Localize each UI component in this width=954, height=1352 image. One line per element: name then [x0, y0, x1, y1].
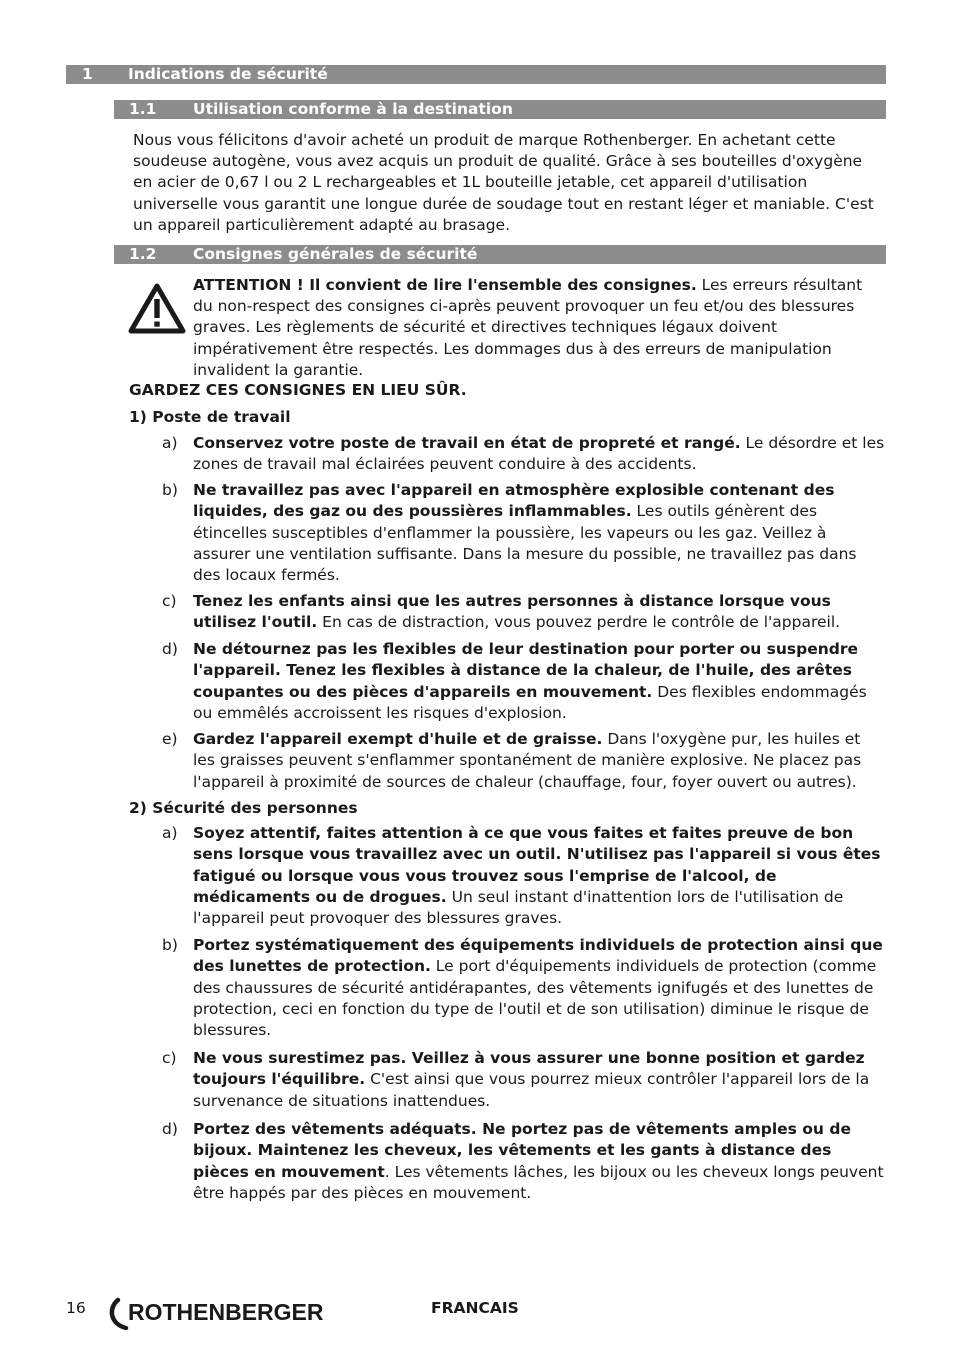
section-1-header [66, 65, 886, 84]
page-number: 16 [66, 1299, 86, 1317]
section-title: Indications de sécurité [128, 65, 328, 83]
brand-name: ROTHENBERGER [128, 1299, 324, 1325]
section-number: 1.1 [129, 100, 157, 118]
language-label: FRANCAIS [431, 1299, 519, 1317]
item-text: Dans l'oxygène pur, les huiles et les graisses peuvent s'enflammer spontanément de manière explosive. Ne placez pas l'appareil à proximité de sources de chaleur (chauffage, four, foyer ouvert ou autres). [193, 730, 862, 791]
item-bold: Portez des vêtements adéquats. Ne portez pas de vêtements amples ou de bijoux. Maintenez les cheveux, les vêtements et les gants à distance des pièces en mouvement [193, 1120, 851, 1181]
item-bold: Soyez attentif, faites attention à ce que vous faites et faites preuve de bon sens lorsque vous travaillez avec un outil. N'utilisez pas l'appareil si vous êtes fatigué ou lorsque vous vous trouvez sous l'emprise de l'alcool, de médicaments ou de drogues. [193, 824, 881, 906]
warning-paragraph [193, 275, 885, 381]
item-text: Les outils génèrent des étincelles susceptibles d'enflammer la poussière, les vapeurs ou les gaz. Veillez à assurer une ventilation suffisante. Dans la mesure du possible, ne travaillez pas dans des locaux fermés. [193, 502, 857, 585]
list-item [162, 729, 886, 793]
item-letter: a) [162, 434, 178, 452]
workplace-heading: 1) Poste de travail [129, 408, 291, 426]
item-text: Un seul instant d'inattention lors de l'utilisation de l'appareil peut provoquer des blessures graves. [193, 887, 844, 928]
item-letter: b) [162, 936, 178, 954]
item-bold: Conservez votre poste de travail en état de propreté et rangé. [193, 434, 741, 452]
item-text: C'est ainsi que vous pourrez mieux contrôler l'appareil lors de la survenance de situations inattendues. [193, 1070, 870, 1110]
rothenberger-logo [106, 1294, 346, 1332]
list-item [162, 480, 886, 586]
warning-text: Les erreurs résultant du non-respect des consignes ci-après peuvent provoquer un feu et/ou des blessures graves. Les règlements de sécurité et directives techniques légaux doivent impérativement être respectés. Les dommages dus à des erreurs de manipulation invalident la garantie. [193, 276, 863, 379]
section-title: Consignes générales de sécurité [193, 245, 478, 263]
item-bold: Ne détournez pas les flexibles de leur destination pour porter ou suspendre l'appareil. Tenez les flexibles à distance de la chaleur, de l'huile, des arêtes coupantes ou des pièces d'appareils en mouvement. [193, 640, 859, 701]
item-bold: Tenez les enfants ainsi que les autres personnes à distance lorsque vous utilisez l'outil. [193, 592, 831, 632]
warning-triangle-icon [128, 282, 186, 334]
item-text: Des flexibles endommagés ou emmêlés accroissent les risques d'explosion. [193, 682, 867, 722]
section-title: Utilisation conforme à la destination [193, 100, 513, 118]
list-item [162, 935, 886, 1041]
item-letter: b) [162, 481, 178, 499]
item-text: Le désordre et les zones de travail mal éclairées peuvent conduire à des accidents. [193, 434, 885, 474]
list-item [162, 1048, 886, 1112]
item-letter: c) [162, 592, 177, 610]
item-text: . Les vêtements lâches, les bijoux ou les cheveux longs peuvent être happés par des pièces en mouvement. [193, 1162, 884, 1202]
item-letter: d) [162, 1120, 178, 1138]
list-item [162, 433, 886, 476]
item-letter: a) [162, 824, 178, 842]
list-item [162, 823, 886, 929]
item-bold: Ne vous surestimez pas. Veillez à vous assurer une bonne position et gardez toujours l'équilibre. [193, 1049, 865, 1089]
section-1-1-header [114, 100, 886, 119]
item-bold: Portez systématiquement des équipements individuels de protection ainsi que des lunettes de protection. [193, 936, 883, 976]
item-letter: c) [162, 1049, 177, 1067]
warning-bold: ATTENTION ! Il convient de lire l'ensemble des consignes. [193, 276, 697, 294]
list-item [162, 639, 886, 724]
section-1-2-header [114, 245, 886, 264]
section-number: 1.2 [129, 245, 157, 263]
section-number: 1 [82, 65, 93, 83]
item-bold: Gardez l'appareil exempt d'huile et de graisse. [193, 730, 603, 748]
list-item [162, 591, 886, 634]
item-text: Le port d'équipements individuels de protection (comme des chaussures de sécurité antidérapantes, des vêtements ignifugés et des lunettes de protection, ceci en fonction du type de l'outil et de son utilisation) diminue le risque de blessures. [193, 957, 877, 1040]
item-letter: d) [162, 640, 178, 658]
intro-paragraph: Nous vous félicitons d'avoir acheté un produit de marque Rothenberger. En achetant cette soudeuse autogène, vous avez acquis un produit de qualité. Grâce à ses bouteilles d'oxygène en acier de 0,67 l ou 2 L rechargeables et 1L bouteille jetable, cet appareil d'utilisation universelle vous garantit une longue durée de soudage tout en restant léger et maniable. C'est un appareil particulièrement adapté au brasage. [133, 131, 874, 234]
item-letter: e) [162, 730, 178, 748]
item-text: En cas de distraction, vous pouvez perdre le contrôle de l'appareil. [317, 613, 841, 632]
list-item [162, 1119, 886, 1204]
item-bold: Ne travaillez pas avec l'appareil en atmosphère explosible contenant des liquides, des gaz ou des poussières inflammables. [193, 481, 835, 521]
keep-instructions-heading: GARDEZ CES CONSIGNES EN LIEU SÛR. [129, 381, 467, 399]
personal-safety-heading: 2) Sécurité des personnes [129, 799, 358, 817]
